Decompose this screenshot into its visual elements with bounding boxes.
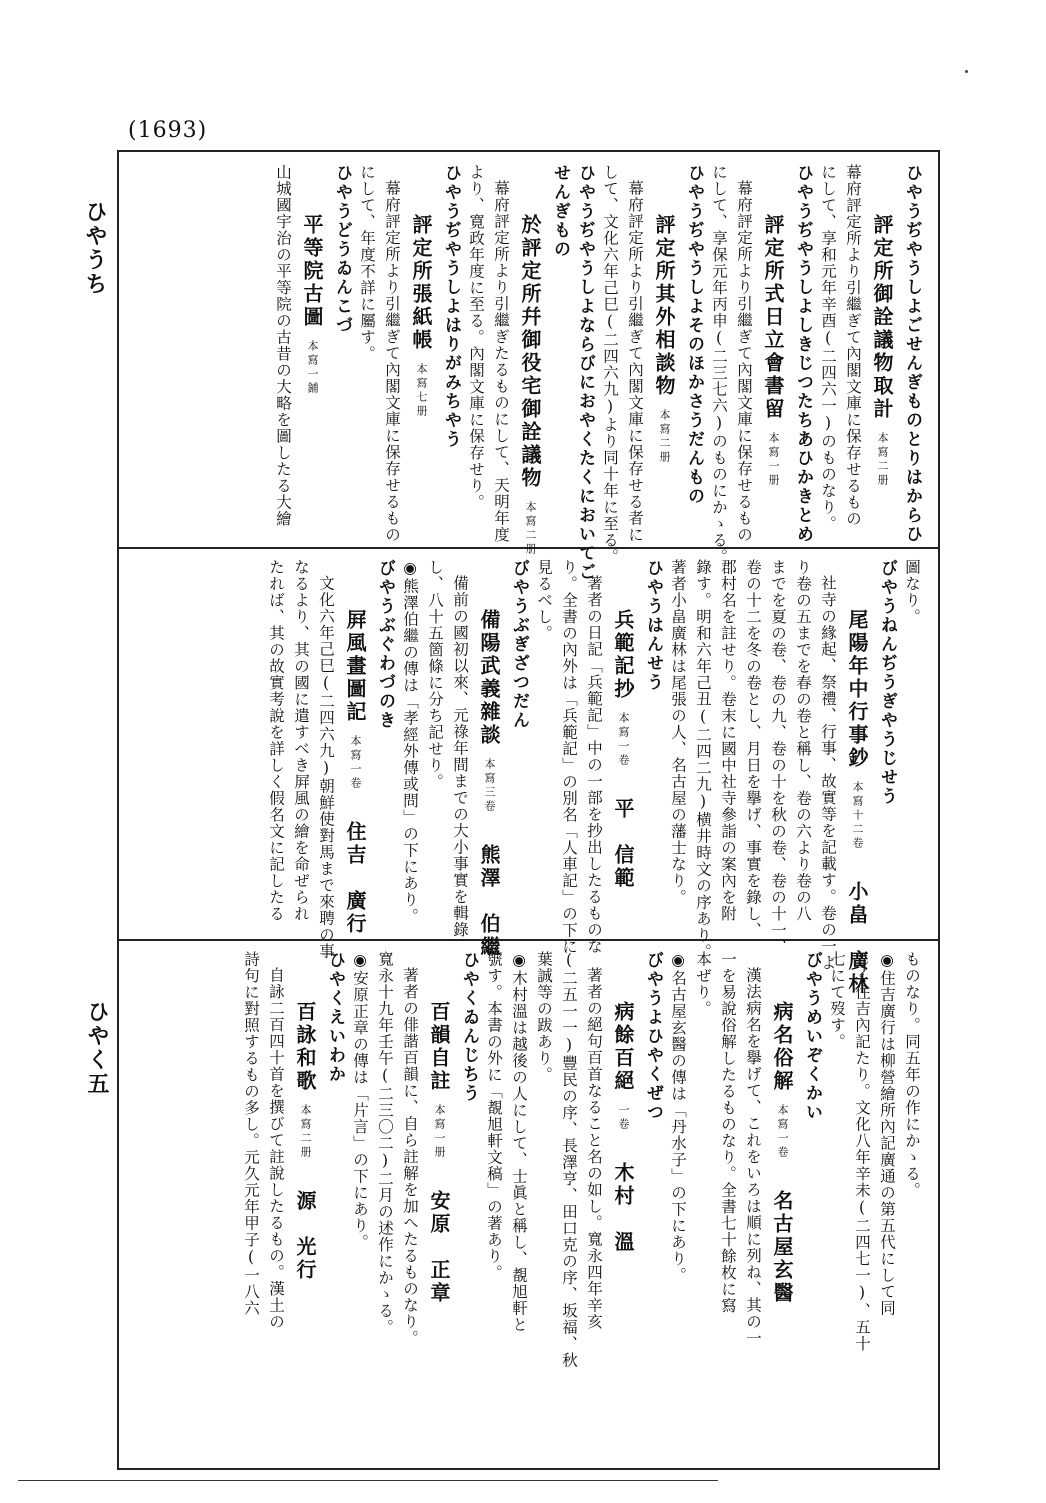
entry-title-text: 病名俗解 [770,1001,794,1093]
entry-author: 小畠 廣林 [845,881,869,996]
entry-reading: びやうめいぞくかい [802,951,822,1122]
entry-title [472,609,506,959]
entry-body-line: 一を易說俗解したるものなり。全書七十餘枚に寫 [719,951,737,1314]
entry-reading: ひやうどうゐんこづ [332,164,352,335]
entry-volume-note: 本寫二册 [876,432,889,488]
entry-body-line: ◉木村溫は越後の人にして、士眞と稱し、覩旭軒と [510,951,528,1333]
entry-volume-note: 本寫一卷 [776,1104,789,1160]
entry-body-line: 幕府評定所より引繼ぎたるものにして、天明年度 [492,179,510,543]
entry-body-line: 文化六年己巳(二四六九)朝鮮使對馬まで來聘の事 [317,574,335,959]
entry-body-line: 著者の絕句百首なること名の如し。寬永四年辛亥 [585,966,603,1330]
entry-title-text: 評定所其外相談物 [652,214,676,398]
entry-reading: びやうよひやくぜつ [643,951,663,1122]
entry-body-line: 卷の十二を冬の卷とし、月日を擧げ、事實を錄し、 [744,559,762,939]
entry-title-text: 評定所張紙帳 [409,214,433,352]
entry-title-text: 平等院古圖 [300,214,324,329]
page-number: (1693) [128,118,208,143]
entry-body-line: にして、年度不詳に屬す。 [358,164,376,362]
entry-body-line: にして、享和元年辛酉(二四六一)のものなり。 [819,164,837,532]
entry-body-line: 詩句に對照するもの多し。元久元年甲子(一八六 [242,951,260,1317]
entry-title-text: 於評定所幷御役宅御詮議物 [518,214,542,490]
entry-body-line: 漢法病名を擧げて、これをいろは順に列ね、其の一 [744,966,762,1346]
entry-title [765,1001,799,1456]
entry-reading: びやうぶぎざつだん [509,559,529,730]
entry-title-text: 百詠和歌 [293,1001,317,1093]
entry-reading: ひやうぢやうしよはりがみちやう [441,164,461,449]
entry-body-line: 葉誠等の跋あり。 [535,951,553,1083]
entry-title [647,214,681,535]
entry-title-text: 兵範記抄 [611,609,635,701]
entry-volume-note: 本寫一册 [767,432,780,488]
entry-body-line: して、文化六年己巳(二四六九)より同十年に至る。 [601,164,619,565]
entry-body-line: 幕府評定所より引繼ぎて內閣文庫に保存せるもの [844,164,862,527]
entry-volume-note: 本寫二册 [524,501,537,557]
entry-title [288,1001,322,1456]
side-label-bottom: ひやく五 [84,1000,110,1096]
entry-body-line: 錄す。明和六年己丑(二四二九)横井時文の序あり。 [694,559,712,960]
entry-body-line: 著者の日記「兵範記」中の一部を抄出したるものな [585,574,603,954]
footer-rule [18,1480,718,1481]
entry-title-text: 評定所式日立會書留 [761,214,785,421]
entry-title-text: 屛風畫圖記 [343,609,367,724]
entry-title [840,609,874,996]
entry-author: 安原 正章 [427,1190,451,1305]
entry-author: 住吉 廣行 [343,821,367,936]
page-frame [117,150,940,1470]
entry-reading: びやうぶぐわづのき [375,559,395,730]
entry-title [606,609,640,927]
entry-body-line: までを夏の卷、卷の九、卷の十を秋の卷、卷の十一、 [769,559,787,955]
entry-body-line: じく住吉內記たり。文化八年辛未(二四七一)、五十 [853,951,871,1352]
entry-body-line: 著者の俳諧百韻に、自ら註解を加へたるものなり。 [401,966,419,1346]
band-top [119,152,938,582]
entry-author: 源 光行 [293,1190,317,1282]
entry-body-line: (二五一一)豐民の序、長澤亨、田口克の序、坂福、秋 [560,951,578,1369]
entry-volume-note: 本寫二册 [658,409,671,465]
entry-title [404,214,438,535]
entry-title-text: 尾陽年中行事鈔 [845,609,869,770]
entry-title [513,214,547,557]
entry-title [338,609,372,936]
entry-body-line: 本ぜり。 [694,951,712,1017]
entry-volume-note: 本寫十二卷 [851,781,864,851]
entry-body-line: 寬永十九年壬午(二三〇二)二月の述作にかゝる。 [376,951,394,1336]
entry-reading: ひやくえいわか [325,951,345,1084]
entry-title [865,214,899,535]
entry-volume-note: 本寫一册 [433,1104,446,1160]
entry-body-line: ものなり。同五年の作にかゝる。 [903,951,921,1199]
entry-body-line: にして、享保元年丙申(二三七六)のものにかゝる。 [710,164,728,565]
entry-body-line: し、八十五箇條に分ち記せり。 [426,559,444,790]
entry-volume-note: 本寫二册 [299,1104,312,1160]
entry-author: 熊澤 伯繼 [477,844,501,959]
entry-title-text: 百韻自註 [427,1001,451,1093]
entry-body-line: 幕府評定所より引繼ぎて內閣文庫に保存せるもの [735,179,753,543]
side-label-top: ひやうち [82,200,108,296]
band-bottom [119,939,938,1468]
entry-volume-note: 本寫一鋪 [306,340,319,396]
entry-body-line: 圖なり。 [903,559,921,625]
entry-reading: ひやうぢやうしよそのほかさうだんもの [684,164,704,506]
entry-body-line: 七にて歿す。 [828,951,846,1050]
entry-reading: ひやうぢやうしよしきじつたちあひかきとめ [793,164,813,544]
entry-title [295,214,329,535]
entry-reading: せんぎもの [550,164,570,259]
entry-body-line: り。全書の內外は「兵範記」の別名「人車記」の下に [560,559,578,955]
entry-title-text: 病餘百絕 [611,1001,635,1093]
band-columns [133,164,924,582]
entry-body-line: 幕府評定所より引繼ぎて內閣文庫に保存せるもの [383,179,401,543]
entry-body-line: 自詠二百四十首を撰びて註說したるもの。漢土の [267,966,285,1330]
entry-body-line: 山城國宇治の平等院の古昔の大略を圖したる大繪 [274,164,292,527]
entry-volume-note: 本寫一卷 [617,712,630,768]
entry-body-line: 幕府評定所より引繼ぎて內閣文庫に保存せる者に [626,179,644,543]
entry-body-line: なるより、其の國に遣すべき屛風の繪を命ぜられ [292,559,310,922]
entry-reading: びやうねんぢうぎやうじせう [877,559,897,806]
entry-body-line: 見るべし。 [535,559,553,642]
entry-reading: ひやうぢやうしよならびにおやくたくにおいてご [575,164,595,582]
entry-volume-note: 本寫一卷 [349,735,362,791]
entry-reading: ひやうはんせう [643,559,663,692]
entry-body-line: たれば、其の故實考說を詳しく假名文に記したる [267,559,285,922]
entry-reading: ひやくゐんじちう [459,951,479,1103]
entry-body-line: より、寛政年度に至る。內閣文庫に保存せり。 [467,164,485,511]
entry-body-line: り卷の五までを春の卷と稱し、卷の六より卷の八 [794,559,812,922]
entry-body-line: 號す。本書の外に「覩旭軒文稿」の著あり。 [485,951,503,1281]
entry-volume-note: 本寫七册 [415,363,428,419]
entry-title [422,1001,456,1456]
speck [965,70,968,73]
entry-author: 木村 溫 [611,1162,635,1254]
entry-body-line: 著者小畠廣林は尾張の人、名古屋の藩士なり。 [669,559,687,906]
entry-body-line: 社寺の緣起、祭禮、行事、故實等を記載す。卷の一よ [819,574,837,971]
entry-reading: ひやうぢやうしよごせんぎものとりはからひ [902,164,922,544]
band-columns [133,951,924,1456]
entry-body-line: ◉名古屋玄醫の傳は「丹水子」の下にあり。 [669,951,687,1284]
entry-title-text: 評定所御詮議物取計 [870,214,894,421]
entry-title [756,214,790,535]
entry-volume-note: 本寫三卷 [483,758,496,814]
entry-author: 平 信範 [611,798,635,890]
entry-body-line: ◉熊澤伯繼の傳は「孝經外傳或問」の下にあり。 [401,559,419,925]
entry-volume-note: 一卷 [617,1104,630,1132]
entry-author: 名古屋玄醫 [770,1190,794,1305]
entry-body-line: 備前の國初以來、元祿年間までの大小事實を輯錄 [451,574,469,938]
entry-title [606,1001,640,1456]
entry-title-text: 備陽武義雜談 [477,609,501,747]
entry-body-line: ◉安原正章の傳は「片言」の下にあり。 [351,951,369,1251]
entry-body-line: 郡村名を註せり。卷末に國中社寺參詣の案內を附 [719,559,737,922]
entry-body-line: ◉住吉廣行は柳營繪所內記廣通の第五代にして同 [878,951,896,1317]
